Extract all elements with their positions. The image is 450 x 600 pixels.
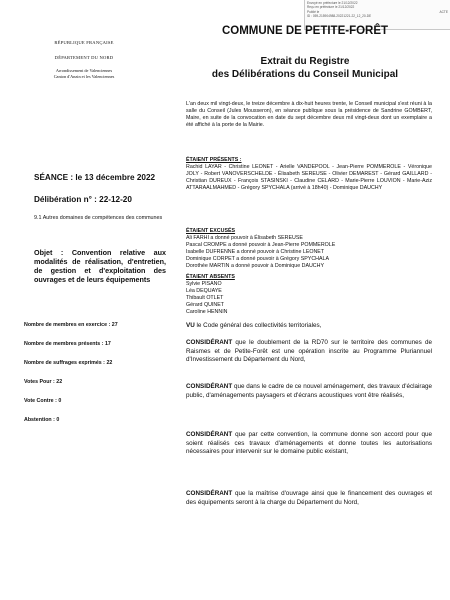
vu-paragraph	[186, 322, 432, 331]
administrative-header	[20, 40, 148, 79]
absents-section	[186, 274, 432, 315]
intro-paragraph: L'an deux mil vingt-deux, le treize décembre à dix-huit heures trente, le Conseil municipal s'est réuni à la salle du Conseil (Jules Mousseron), en séance publique sous la présidence de Sandrine GOMBERT, Maire, en suite de la convocation en date du sept décembre deux mil vingt-deux dont un exemplaire a été affiché à la porte de la Mairie.	[186, 101, 432, 128]
document-title-line2: des Délibérations du Conseil Municipal	[211, 69, 399, 80]
matiere-label: 9.1 Autres domaines de compétences des communes	[34, 215, 163, 221]
count-abstention: Abstention : 0	[24, 417, 60, 423]
count-votes-pour: Votes Pour : 22	[24, 379, 63, 385]
arrondissement-label	[20, 68, 148, 79]
count-suffrages-exprimes: Nombre de suffrages exprimés : 22	[24, 360, 113, 366]
presents-list: Rachid LAYAR - Christine LEONET - Arielle VANDEPOOL - Jean-Pierre POMMEROLE - Véronique JOLY - Robert VANOVERSCHELDE - Élisabeth SEREUSE - Olivier DEMAREST - Gérard GAILLARD - Christian DUREUX - François STASINSKI - Claudine CELARD - Marie-Pierre LOUVION - Marie-Aziz ATTARAALMAHMED - Grégory SPYCHALA (arrivé à 18h40) - Dominique DAUCHY	[186, 163, 432, 191]
excuse-line: Dorothée MARTIN a donné pouvoir à Dominique DAUCHY	[186, 262, 324, 269]
absent-line: Gérard QUINET	[186, 301, 224, 308]
commune-title: COMMUNE DE PETITE-FORÊT	[221, 25, 389, 37]
considerant-paragraph	[186, 490, 432, 507]
excuse-line: Isabelle DUFRENNE a donné pouvoir à Christine LEONET	[186, 248, 325, 255]
document-title-line1: Extrait du Registre	[260, 56, 350, 67]
absents-title: ÉTAIENT ABSENTS	[186, 274, 235, 280]
count-vote-contre: Vote Contre : 0	[24, 398, 62, 404]
excuse-line: Pascal CROMPE a donné pouvoir à Jean-Pierre POMMEROLE	[186, 241, 336, 248]
excuse-line: Ali FARHI a donné pouvoir à Élisabeth SEREUSE	[186, 234, 303, 241]
stamp-line: ID : 059-215904988-20221221-22_12_20-DE	[307, 13, 372, 18]
excuses-section	[186, 228, 432, 269]
absent-line: Thibault OTLET	[186, 294, 224, 301]
absent-line: Léa DEQUAYE	[186, 287, 222, 294]
considerant-paragraph	[186, 431, 432, 457]
stamp-line: Envoyé en préfecture le 21/12/2022	[307, 1, 358, 5]
considerant-keyword: CONSIDÉRANT	[186, 339, 233, 346]
absent-line: Sylvie PISANO	[186, 280, 222, 287]
vu-text: le Code général des collectivités territoriales,	[196, 322, 322, 329]
considerant-text: que la maîtrise d'ouvrage ainsi que le financement des ouvrages et des équipements seront à la charge du Département du Nord,	[186, 490, 432, 506]
count-membres-exercice: Nombre de membres en exercice : 27	[24, 322, 118, 328]
excuses-title: ÉTAIENT EXCUSÉS	[186, 228, 236, 234]
arrondissement-line: Arrondissement de Valenciennes	[55, 68, 113, 73]
considerant-text: que le doublement de la RD70 sur le territoire des communes de Raismes et de Petite-Forêt est une opération inscrite au Programme Pluriannuel d'Investissement du Département du Nord,	[186, 339, 432, 364]
considerant-paragraph	[186, 339, 432, 365]
departement-label: DÉPARTEMENT DU NORD	[54, 55, 114, 60]
count-membres-presents: Nombre de membres présents : 17	[24, 341, 111, 347]
canton-line: Canton d'Anzin et les Valenciennes	[53, 73, 115, 79]
vu-keyword: VU	[186, 322, 195, 329]
republique-label: RÉPUBLIQUE FRANÇAISE	[54, 40, 114, 45]
considerant-keyword: CONSIDÉRANT	[186, 490, 233, 497]
considerant-text: que dans le cadre de ce nouvel aménagement, des travaux d'éclairage public, d'aménagements paysagers et d'écrans acoustiques vont être réalisés,	[186, 383, 432, 399]
stamp-tag: ACTE	[439, 9, 448, 14]
seance-date: SÉANCE : le 13 décembre 2022	[34, 173, 156, 182]
excuse-line: Dominique CORPET a donné pouvoir à Grégory SPYCHALA	[186, 255, 329, 262]
stamp-line: Publié le ACTE	[307, 9, 448, 14]
presents-section	[186, 157, 432, 192]
considerant-keyword: CONSIDÉRANT	[186, 383, 233, 390]
stamp-line: Reçu en préfecture le 21/12/2022	[307, 5, 355, 10]
considerant-paragraph	[186, 383, 432, 400]
presents-title: ÉTAIENT PRÉSENTS :	[186, 157, 242, 163]
considerant-text: que par cette convention, la commune donne son accord pour que soient réalisés ces travaux d'aménagements et donne toutes les autorisations nécessaires pour intervenir sur le domaine public existant,	[186, 431, 432, 456]
absent-line: Caroline HENNIN	[186, 308, 228, 315]
document-title	[170, 55, 440, 81]
considerant-keyword: CONSIDÉRANT	[186, 431, 233, 438]
objet-title: Objet : Convention relative aux modalités de réalisation, d'entretien, de gestion et d'exploitation des ouvrages et de leurs équipements	[34, 248, 166, 284]
deliberation-number: Délibération n° : 22-12-20	[34, 195, 132, 204]
